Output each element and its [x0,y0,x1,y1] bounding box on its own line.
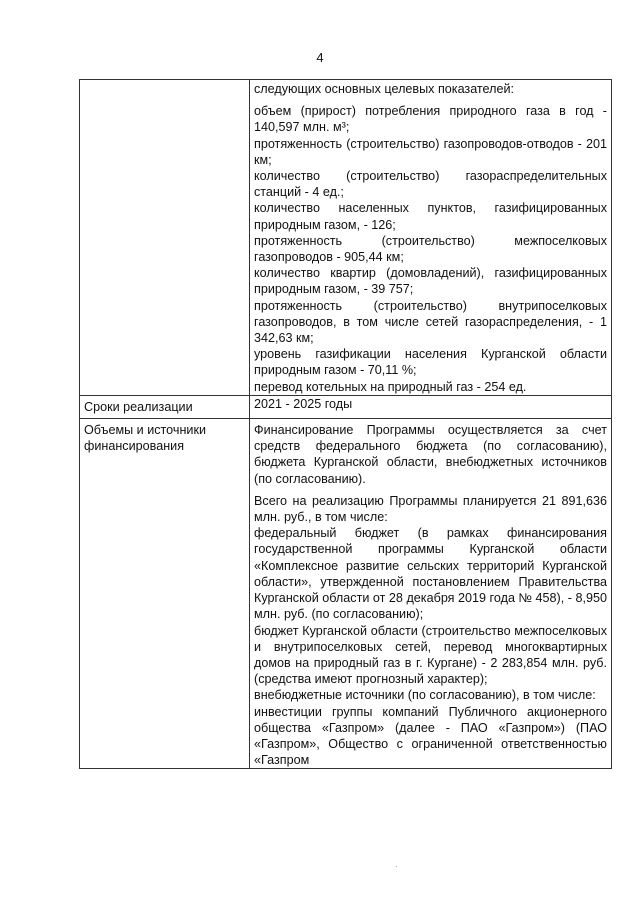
target-indicator: уровень газификации населения Курганской области природным газом - 70,11 %; [254,347,607,378]
targets-label-cell [80,80,250,396]
financing-item: инвестиции группы компаний Публичного акционерного общества «Газпром» (далее - ПАО «Газпром») (ПАО «Газпром», Общество с ограниченной ответственностью «Газпром [254,704,607,768]
financing-row [80,419,612,769]
target-indicator: протяженность (строительство) межпоселковых газопроводов - 905,44 км; [254,233,607,265]
program-passport-table [79,79,612,769]
financing-breakdown [254,493,607,768]
target-indicator: количество квартир (домовладений), газифицированных природным газом, - 39 757; [254,266,607,297]
page-number: 4 [316,50,324,65]
terms-value: 2021 - 2025 годы [250,395,612,418]
financing-item: внебюджетные источники (по согласованию), в том числе: [254,688,596,703]
targets-content-cell [250,80,612,396]
targets-line: следующих основных целевых показателей: [254,82,515,96]
targets-list [254,103,607,395]
financing-item: бюджет Курганской области (строительство межпоселковых и внутрипоселковых сетей, перевод многоквартирных домов на природный газ в г. Кургане) - 2 283,854 млн. руб. (средства имеют прогнозный характер); [254,623,607,687]
financing-label: Объемы и источники финансирования [80,419,250,769]
terms-row [80,395,612,418]
terms-label: Сроки реализации [80,395,250,418]
target-indicator: протяженность (строительство) газопроводов-отводов - 201 км; [254,136,607,167]
target-indicator: перевод котельных на природный газ - 254 ед. [254,379,527,394]
target-indicator: объем (прирост) потребления природного газа в год - 140,597 млн. м³; [254,104,607,135]
target-indicator: количество (строительство) газораспределительных станций - 4 ед.; [254,169,607,200]
targets-intro [254,81,607,97]
financing-content-cell [250,419,612,769]
target-indicator: количество населенных пунктов, газифицированных природным газом, - 126; [254,201,607,232]
targets-row [80,80,612,396]
target-indicator: протяженность (строительство) внутрипоселковых газопроводов, в том числе сетей газораспределения, - 1 342,63 км; [254,298,607,346]
financing-item: Всего на реализацию Программы планируется 21 891,636 млн. руб., в том числе: [254,493,607,525]
financing-intro-text: Финансирование Программы осуществляется за счет средств федерального бюджета (по согласованию), бюджета Курганской области, внебюджетных источников (по согласованию). [254,423,607,486]
financing-item: федеральный бюджет (в рамках финансирования государственной программы Курганской области «Комплексное развитие сельских территорий Курганской области», утвержденной постановлением Правительства Курганской области от 28 декабря 2019 года № 458), - 8,950 млн. руб. (по согласованию); [254,526,607,622]
scan-mark: · [395,862,398,871]
financing-intro [254,422,607,487]
